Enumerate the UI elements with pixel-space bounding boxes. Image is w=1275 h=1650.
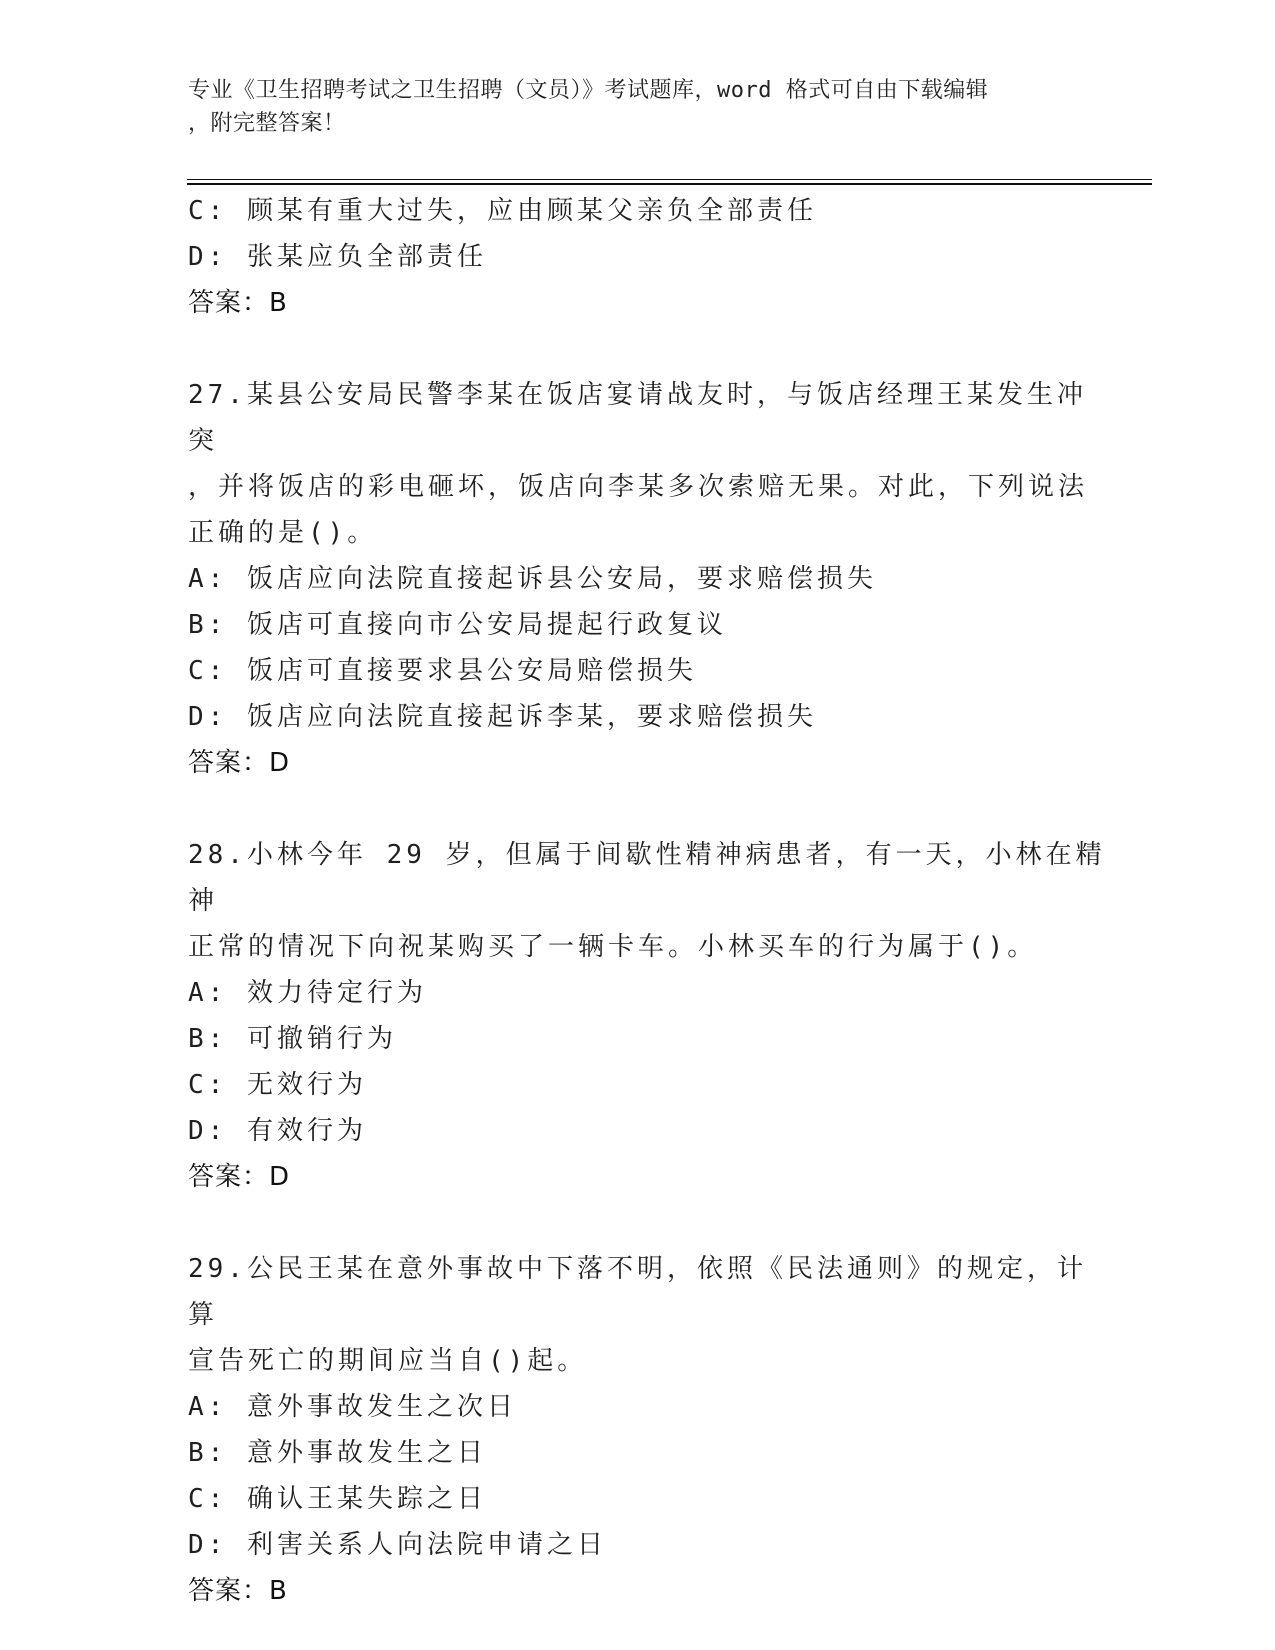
- question-stem: 宣告死亡的期间应当自()起。: [188, 1346, 588, 1376]
- question-29: [188, 1246, 1108, 1614]
- option-d: D: 有效行为: [188, 1116, 367, 1146]
- header-divider-thin: [187, 179, 1152, 180]
- answer: 答案：D: [188, 1162, 291, 1192]
- answer: 答案：B: [188, 288, 288, 318]
- header-divider-thick: [187, 183, 1152, 185]
- option-a: A: 效力待定行为: [188, 978, 427, 1008]
- question-27: [188, 372, 1108, 786]
- option-c: C: 无效行为: [188, 1070, 367, 1100]
- option-a: A: 意外事故发生之次日: [188, 1392, 517, 1422]
- question-stem: 27.某县公安局民警李某在饭店宴请战友时，与饭店经理王某发生冲突: [188, 380, 1087, 456]
- option-c: C: 确认王某失踪之日: [188, 1484, 487, 1514]
- question-stem: 正常的情况下向祝某购买了一辆卡车。小林买车的行为属于()。: [188, 932, 1038, 962]
- option-d: D: 饭店应向法院直接起诉李某，要求赔偿损失: [188, 702, 817, 732]
- question-28: [188, 832, 1108, 1200]
- answer: 答案：D: [188, 748, 291, 778]
- document-body: [188, 188, 1108, 1614]
- option-d: D: 利害关系人向法院申请之日: [188, 1530, 607, 1560]
- question-stem: 29.公民王某在意外事故中下落不明，依照《民法通则》的规定，计算: [188, 1254, 1087, 1330]
- option-c: C: 饭店可直接要求县公安局赔偿损失: [188, 656, 697, 686]
- header-line-2: ，附完整答案！: [188, 111, 346, 136]
- question-stem: 28.小林今年 29 岁，但属于间歇性精神病患者，有一天，小林在精神: [188, 840, 1106, 916]
- document-header: [188, 74, 1088, 140]
- spacer: [188, 786, 1108, 832]
- header-line-1: 专业《卫生招聘考试之卫生招聘（文员）》考试题库，word 格式可自由下载编辑: [188, 78, 989, 103]
- spacer: [188, 326, 1108, 372]
- answer: 答案：B: [188, 1576, 288, 1606]
- option-c: C: 顾某有重大过失，应由顾某父亲负全部责任: [188, 196, 817, 226]
- option-b: B: 意外事故发生之日: [188, 1438, 487, 1468]
- spacer: [188, 1200, 1108, 1246]
- option-b: B: 饭店可直接向市公安局提起行政复议: [188, 610, 727, 640]
- question-stem: ，并将饭店的彩电砸坏，饭店向李某多次索赔无果。对此，下列说法: [188, 472, 1089, 502]
- option-b: B: 可撤销行为: [188, 1024, 397, 1054]
- option-a: A: 饭店应向法院直接起诉县公安局，要求赔偿损失: [188, 564, 877, 594]
- option-d: D: 张某应负全部责任: [188, 242, 487, 272]
- question-26-tail: [188, 188, 1108, 326]
- question-stem: 正确的是()。: [188, 518, 378, 548]
